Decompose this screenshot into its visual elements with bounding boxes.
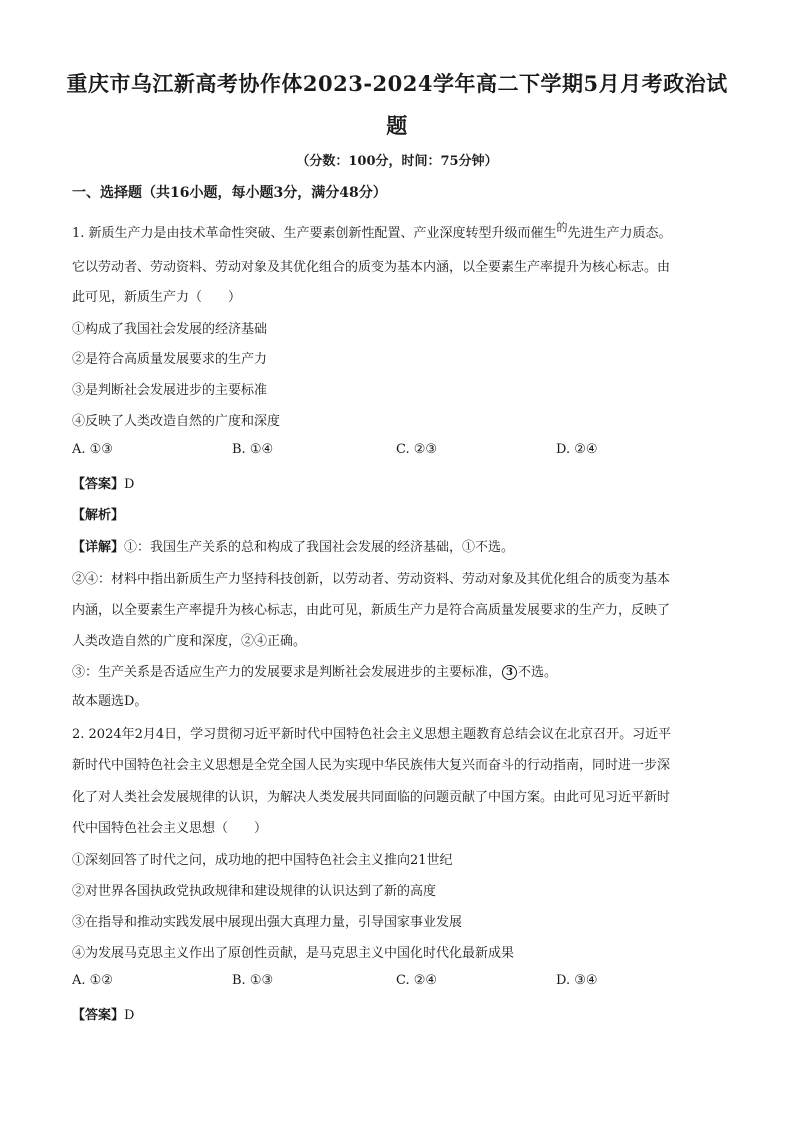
q2-item-1: ①深刻回答了时代之问，成功地的把中国特色社会主义推向21世纪 [72, 853, 453, 868]
q2-answer-label: 【答案】 [72, 1008, 125, 1023]
section-heading: 一、选择题（共16小题，每小题3分，满分48分） [72, 185, 387, 201]
q1-item-4: ④反映了人类改造自然的广度和深度 [72, 414, 281, 429]
q2-option-c: C. ②④ [396, 973, 438, 988]
q2-stem-line4: 代中国特色社会主义思想（ ） [72, 821, 268, 836]
q2-option-d: D. ③④ [556, 973, 598, 988]
q1-answer-label: 【答案】 [72, 477, 125, 492]
q1-option-b: B. ①④ [232, 442, 274, 457]
q1-stem-text-b: 先进生产力质态。 [567, 226, 672, 241]
q1-item-1: ①构成了我国社会发展的经济基础 [72, 322, 268, 337]
q2-stem-line3: 化了对人类社会发展规律的认识，为解决人类发展共同面临的问题贡献了中国方案。由此可见习近平新时 [72, 790, 671, 805]
q2-item-3: ③在指导和推动实践发展中展现出强大真理力量，引导国家事业发展 [72, 915, 463, 930]
q2-stem-line2: 新时代中国特色社会主义思想是全党全国人民为实现中华民族伟大复兴而奋斗的行动指南，同时进一步深 [72, 758, 671, 773]
q1-analysis-label: 【解析】 [72, 508, 125, 523]
q1-detail-line3: 内涵，以全要素生产率提升为核心标志，由此可见，新质生产力是符合高质量发展要求的生产力，反映了 [72, 603, 671, 618]
q2-option-a: A. ①② [72, 973, 113, 988]
q1-conclusion: 故本题选D。 [72, 694, 148, 709]
q2-answer-value: D [124, 1008, 135, 1023]
q1-item-3: ③是判断社会发展进步的主要标准 [72, 383, 268, 398]
q1-answer-value: D [124, 477, 135, 492]
q1-detail-line2: ②④：材料中指出新质生产力坚持科技创新，以劳动者、劳动资料、劳动对象及其优化组合的质变为基本 [72, 572, 671, 587]
q1-stem-text-a: 1. 新质生产力是由技术革命性突破、生产要素创新性配置、产业深度转型升级而催生 [72, 226, 557, 241]
q1-detail-text1: ①：我国生产关系的总和构成了我国社会发展的经济基础，①不选。 [124, 540, 515, 555]
q1-option-d: D. ②④ [556, 442, 598, 457]
q1-option-c: C. ②③ [396, 442, 438, 457]
q2-item-4: ④为发展马克思主义作出了原创性贡献，是马克思主义中国化时代化最新成果 [72, 946, 515, 961]
q1-detail-text5a: ③：生产关系是否适应生产力的发展要求是判断社会发展进步的主要标准， [72, 665, 502, 680]
q2-stem-line1: 2. 2024年2月4日，学习贯彻习近平新时代中国特色社会主义思想主题教育总结会议在北京召开。习近平 [72, 727, 672, 742]
q1-stem-line2: 它以劳动者、劳动资料、劳动对象及其优化组合的质变为基本内涵，以全要素生产率提升为核心标志。由 [72, 260, 671, 275]
q1-detail-line5 [72, 661, 557, 680]
q1-stem-line3: 此可见，新质生产力（ ） [72, 290, 242, 305]
exam-subtitle: （分数：100分，时间：75分钟） [296, 154, 498, 169]
q2-option-b: B. ①③ [232, 973, 274, 988]
q1-stem-line1 [72, 222, 672, 241]
q1-detail-label: 【详解】 [72, 540, 125, 555]
q1-answer [72, 473, 134, 492]
q1-detail-text5b: 不选。 [518, 665, 558, 680]
q1-circled-number: 3 [502, 665, 517, 680]
exam-title-line2: 题 [386, 113, 408, 138]
q2-item-2: ②对世界各国执政党执政规律和建设规律的认识达到了新的高度 [72, 884, 437, 899]
q1-option-a: A. ①③ [72, 442, 113, 457]
q1-stem-superscript: 的 [556, 221, 568, 234]
q1-detail-line1 [72, 536, 514, 555]
q1-detail-line4: 人类改造自然的广度和深度，②④正确。 [72, 634, 307, 649]
q2-answer [72, 1004, 134, 1023]
q1-item-2: ②是符合高质量发展要求的生产力 [72, 352, 268, 367]
exam-title-line1: 重庆市乌江新高考协作体2023-2024学年高二下学期5月月考政治试 [66, 71, 728, 96]
